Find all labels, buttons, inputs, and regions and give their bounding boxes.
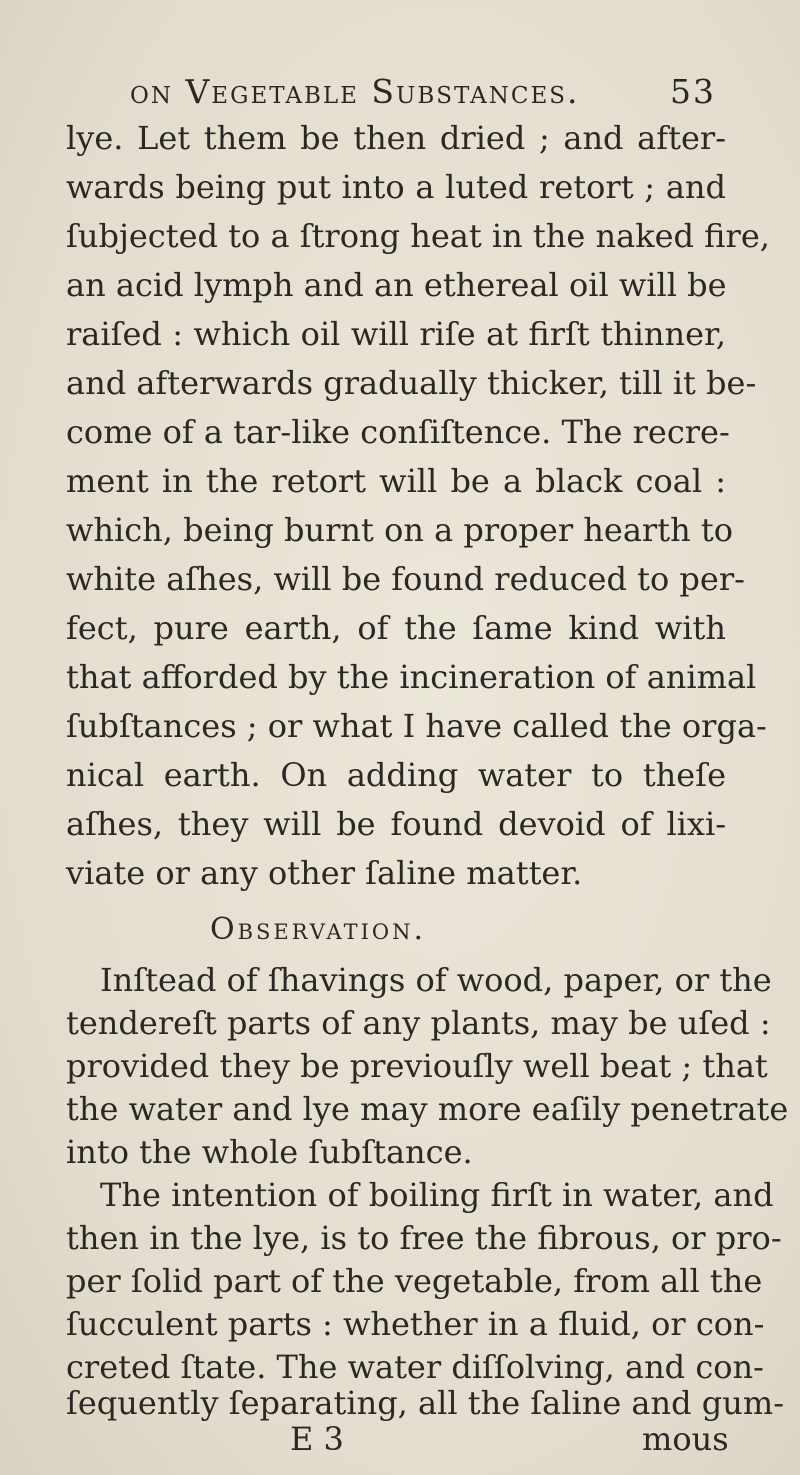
text-line: which, being burnt on a proper hearth to bbox=[66, 511, 733, 549]
text-line: ſucculent parts : whether in a fluid, or con- bbox=[66, 1305, 765, 1343]
text-line: fect, pure earth, of the ſame kind with bbox=[66, 609, 726, 647]
page-number: 53 bbox=[670, 72, 716, 111]
text-line: come of a tar-like conſiſtence. The recre- bbox=[66, 413, 730, 451]
text-line: white aſhes, will be found reduced to per- bbox=[66, 560, 745, 598]
text-line: wards being put into a luted retort ; and bbox=[66, 168, 726, 206]
catchword: mous bbox=[642, 1420, 729, 1458]
text-line: ſubſtances ; or what I have called the orga- bbox=[66, 707, 767, 745]
text-line: into the whole ſubſtance. bbox=[66, 1133, 473, 1171]
text-line: ment in the retort will be a black coal : bbox=[66, 462, 726, 500]
text-line: Inſtead of ſhavings of wood, paper, or the bbox=[100, 961, 772, 999]
text-line: raiſed : which oil will riſe at firſt thinner, bbox=[66, 315, 726, 353]
running-head-title: on Vegetable Substances. bbox=[130, 72, 580, 111]
section-heading: Observation. bbox=[210, 912, 426, 947]
text-line: the water and lye may more eaſily penetrate bbox=[66, 1090, 789, 1128]
text-line: creted ſtate. The water diſſolving, and con- bbox=[66, 1348, 764, 1386]
text-line: nical earth. On adding water to theſe bbox=[66, 756, 726, 794]
text-line: lye. Let them be then dried ; and after- bbox=[66, 119, 726, 157]
text-line: The intention of boiling firſt in water, and bbox=[100, 1176, 774, 1214]
text-line: provided they be previouſly well beat ; that bbox=[66, 1047, 768, 1085]
text-line: an acid lymph and an ethereal oil will be bbox=[66, 266, 727, 304]
text-line: ſubjected to a ſtrong heat in the naked fire, bbox=[66, 217, 770, 255]
text-line: per ſolid part of the vegetable, from all the bbox=[66, 1262, 763, 1300]
running-head bbox=[130, 72, 730, 111]
text-line: then in the lye, is to free the fibrous, or pro- bbox=[66, 1219, 782, 1257]
text-line: tendereſt parts of any plants, may be uſed : bbox=[66, 1004, 771, 1042]
text-line: aſhes, they will be found devoid of lixi- bbox=[66, 805, 726, 843]
text-line: ſequently ſeparating, all the ſaline and gum- bbox=[66, 1384, 785, 1422]
signature-mark: E 3 bbox=[290, 1420, 344, 1458]
text-line: that afforded by the incineration of animal bbox=[66, 658, 757, 696]
text-line: viate or any other ſaline matter. bbox=[66, 854, 583, 892]
text-line: and afterwards gradually thicker, till it be- bbox=[66, 364, 757, 402]
